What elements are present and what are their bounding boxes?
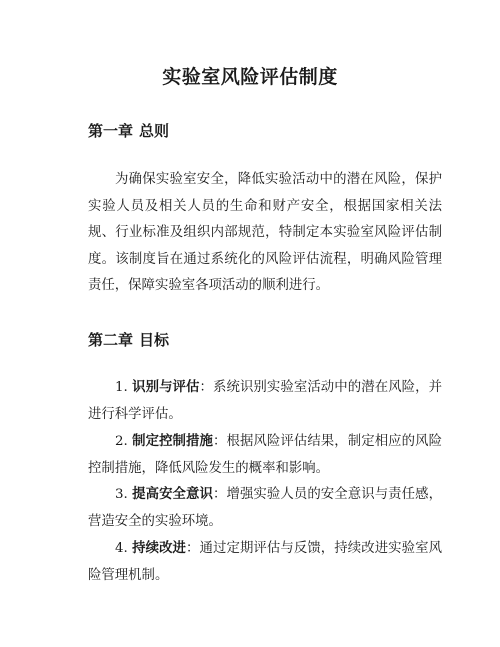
- goal-item-2-lead: 制定控制措施: [132, 434, 213, 449]
- goal-item-4-separator: ：: [186, 541, 200, 556]
- goal-item-4-text: 通过定期评估与反馈，持续改进实验室风险管理机制。: [88, 541, 443, 583]
- goal-item-3-number: 3.: [115, 487, 128, 502]
- goal-item-3-lead: 提高安全意识: [132, 487, 213, 502]
- chapter-1-heading: [88, 120, 169, 141]
- goal-item-3-text: 增强实验人员的安全意识与责任感，营造安全的实验环境。: [88, 487, 443, 529]
- goal-item-2-separator: ：: [212, 434, 227, 449]
- goal-item-1-separator: ：: [199, 380, 213, 395]
- chapter-2-name: 目标: [139, 331, 170, 349]
- goal-item-4: [88, 536, 442, 589]
- goal-item-4-number: 4.: [115, 541, 128, 556]
- goal-item-1: [88, 375, 442, 428]
- chapter-1-number: 第一章: [88, 122, 134, 140]
- chapter-2-heading: [88, 329, 169, 350]
- chapter-2-number: 第二章: [88, 331, 134, 349]
- goal-item-1-lead: 识别与评估: [132, 380, 200, 395]
- chapter-1-name: 总则: [139, 122, 170, 140]
- goal-item-1-text: 系统识别实验室活动中的潜在风险，并进行科学评估。: [88, 380, 443, 422]
- goal-item-3-separator: ：: [212, 487, 227, 502]
- goal-item-2-text: 根据风险评估结果，制定相应的风险控制措施，降低风险发生的概率和影响。: [88, 434, 443, 476]
- goal-item-2-number: 2.: [115, 434, 128, 449]
- goal-item-2: [88, 429, 442, 482]
- document-title: 实验室风险评估制度: [162, 66, 338, 88]
- goal-item-1-number: 1.: [115, 380, 128, 395]
- goal-item-3: [88, 482, 442, 535]
- chapter-1-paragraph: 为确保实验室安全，降低实验活动中的潜在风险，保护实验人员及相关人员的生命和财产安全，根据国家相关法规、行业标准及组织内部规范，特制定本实验室风险评估制度。该制度旨在通过系统化的风险评估流程，明确风险管理责任，保障实验室各项活动的顺利进行。: [88, 172, 442, 293]
- goal-item-4-lead: 持续改进: [132, 541, 187, 556]
